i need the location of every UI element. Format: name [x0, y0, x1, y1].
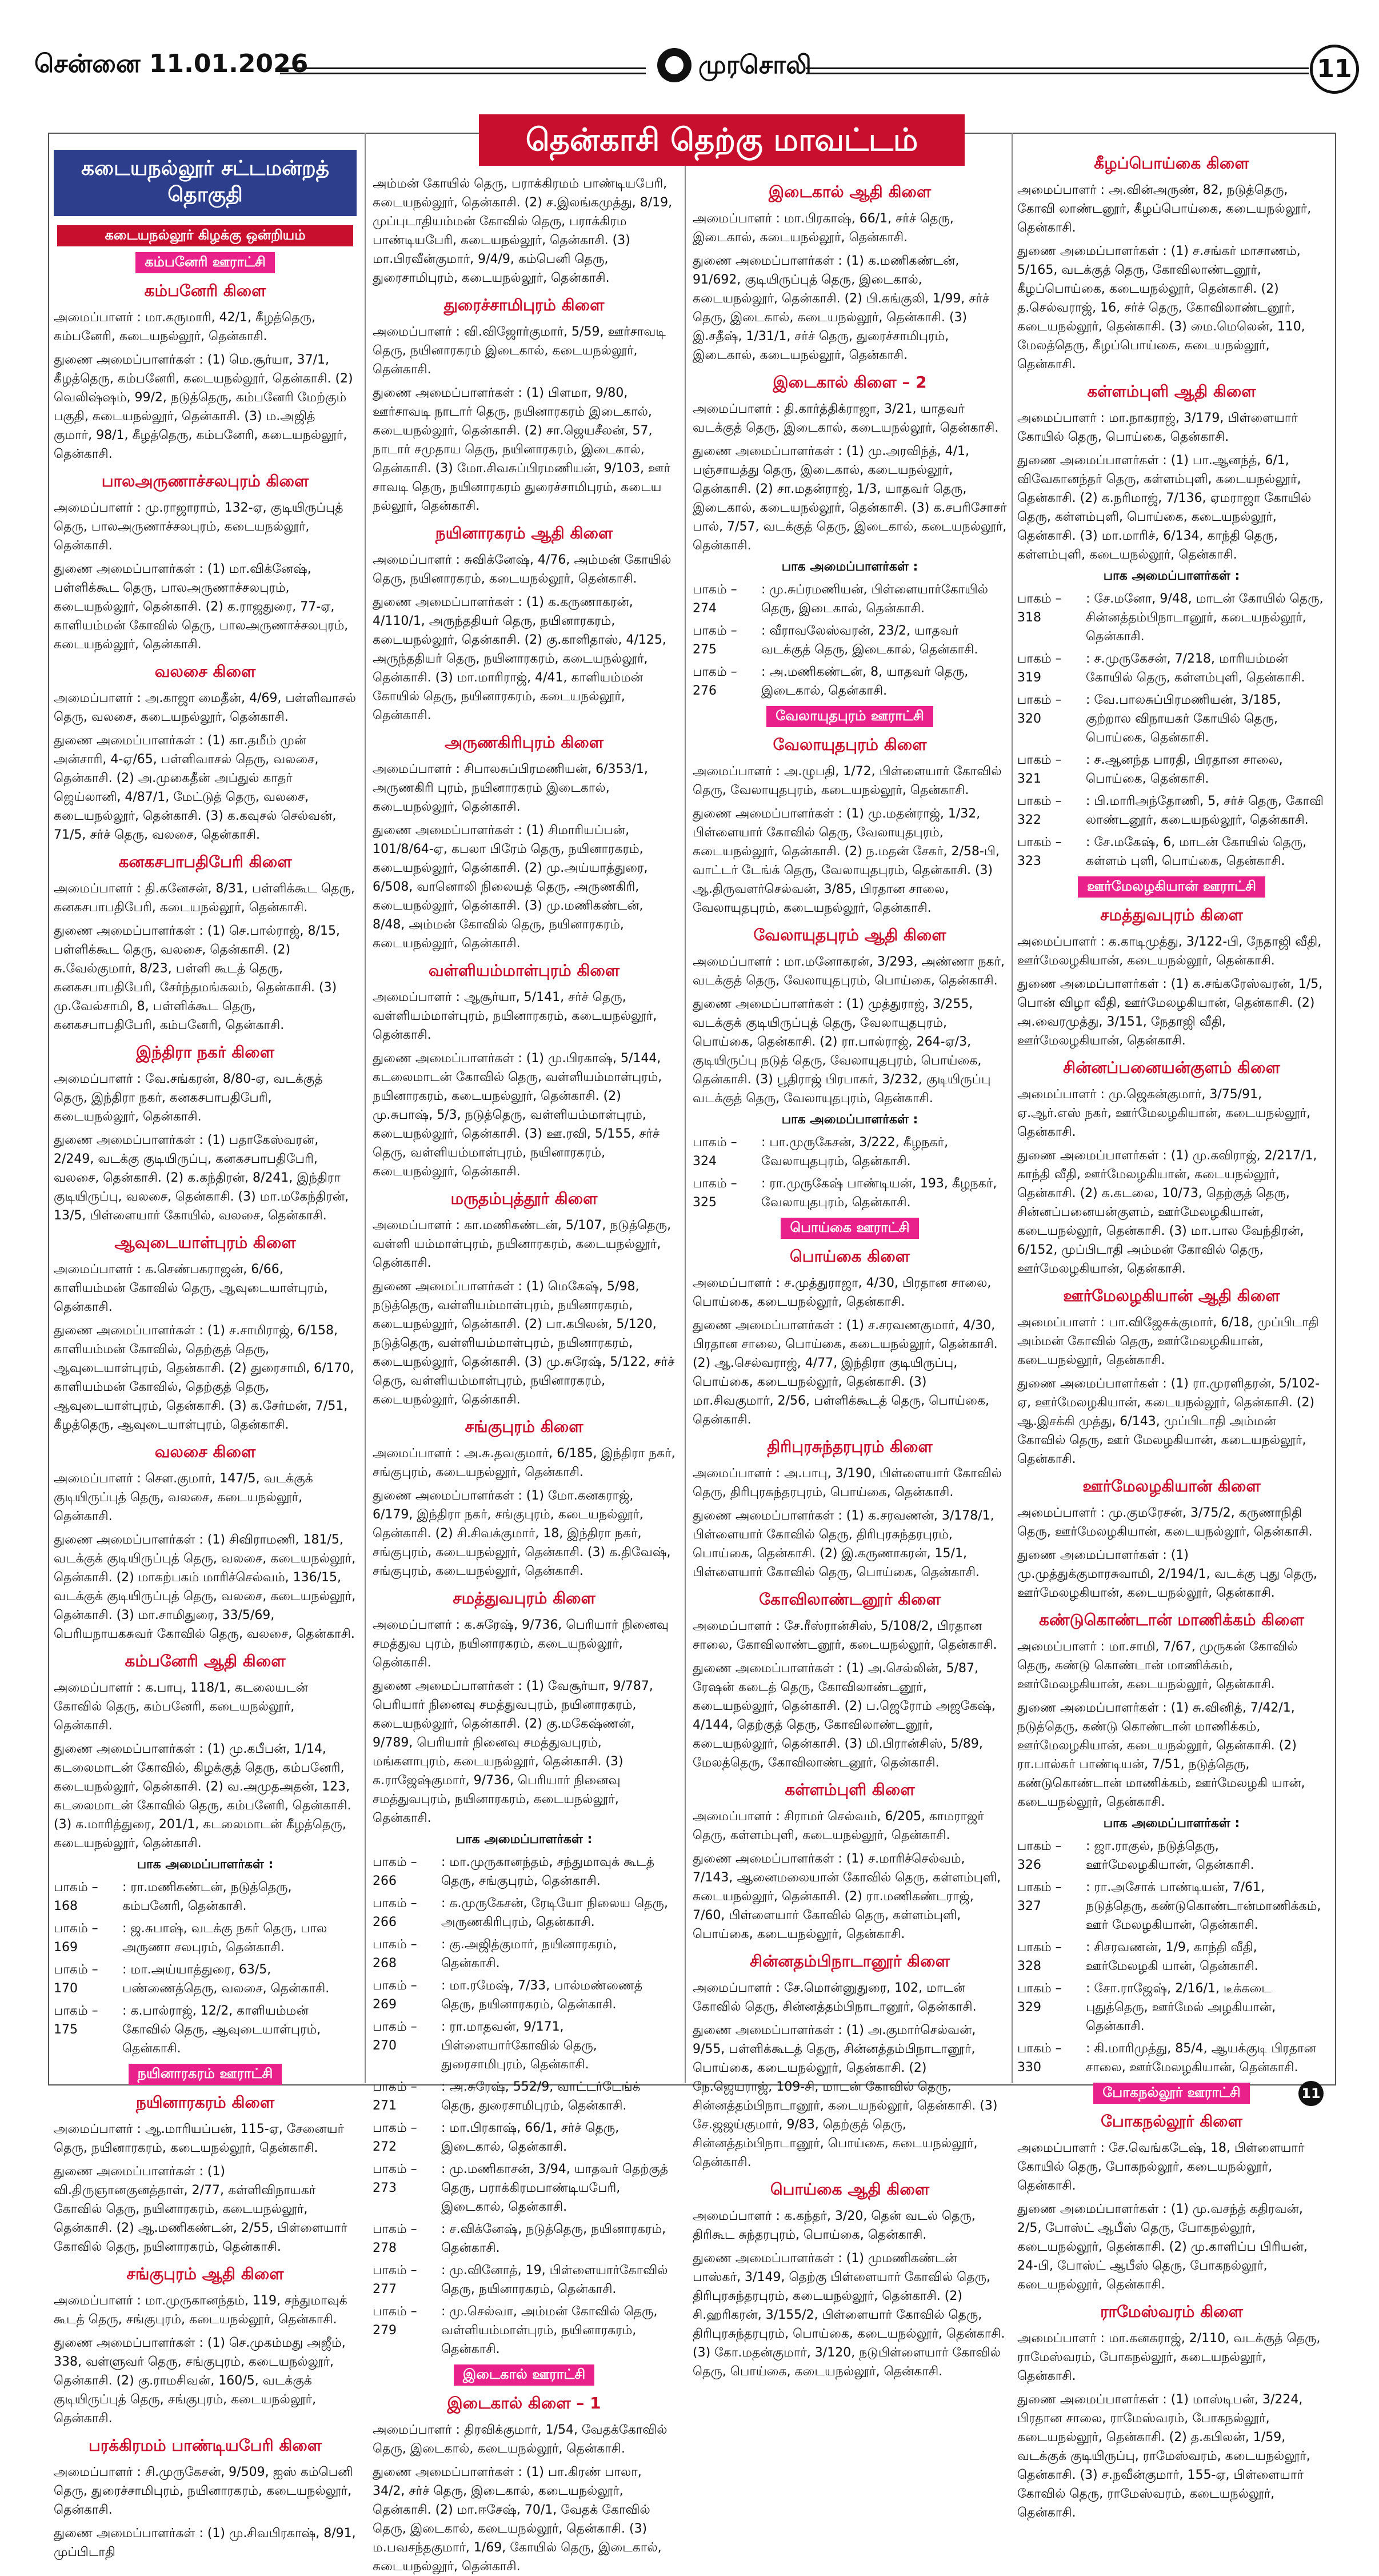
- branch-heading: பரக்கிரமம் பாண்டியபேரி கிளை: [88, 2436, 322, 2455]
- organiser-entry: அமைப்பாளர் : அ.பாபு, 3/190, பிள்ளையார் கோவில் தெரு, திரிபுரசுந்தரபுரம், பொய்கை, தென்காசி.: [693, 1466, 1002, 1500]
- deputy-organisers-entry: துணை அமைப்பாளர்கள் : (1) பதாகேஸ்வரன், 2/249, வடக்கு குடியிருப்பு, கனகசபாபதிபேரி, வலசை, தென்காசி. (2) க.கந்திரன், 8/241, இந்திரா குடியிருப்பு, வலசை, தென்காசி. (3) மா.மகேந்திரன், 13/5, பிள்ளையார் கோயில், வலசை, தென்காசி.: [54, 1133, 349, 1223]
- deputy-organisers-entry: துணை அமைப்பாளர்கள் : (1) வி.திருஞானகுனத்தாள், 2/77, கள்ளிவிநாயகர் கோவில் தெரு, நயினாரகரம், கடையநல்லூர், தென்காசி. (2) ஆ.மணிகண்டன், 2/55, பிள்ளையார் கோவில் தெரு, நயினாரகரம், தென்காசி.: [54, 2164, 347, 2254]
- booth-row: [693, 1174, 1007, 1212]
- newspaper-name: முரசொலி: [698, 50, 812, 79]
- deputy-organisers-entry: துணை அமைப்பாளர்கள் : (1) சு.வினித், 7/42/1, நடுத்தெரு, கண்டு கொண்டான் மாணிக்கம், ஊர்மேலழகியான், கடையநல்லூர், தென்காசி. (2) ரா.பால்கர் பாண்டியன், 7/51, நடுத்தெரு, கண்டுகொண்டான் மாணிக்கம், ஊர்மேலழகி யான், கடையநல்லூர், தென்காசி.: [1017, 1701, 1305, 1809]
- deputy-organisers-entry: துணை அமைப்பாளர்கள் : (1) க.மணிகண்டன், 91/692, குடியிருப்புத் தெரு, இடைகால், கடையநல்லூர், தென்காசி. (2) பி.கங்குலி, 1/99, சர்ச் தெரு, இடைகால், கடையநல்லூர், தென்காசி. (3) இ.சதீஷ், 1/31/1, சர்ச் தெரு, துரைச்சாமிபுரம், இடைகால், கடையநல்லூர், தென்காசி.: [693, 254, 990, 362]
- booth-row: [1017, 649, 1326, 687]
- booth-number: பாகம் – 319: [1017, 652, 1062, 685]
- booth-organiser: : மா.முருகானந்தம், சந்துமாவுக் கூடத் தெரு, சங்குபுரம், தென்காசி.: [441, 1855, 655, 1888]
- deputy-organisers-entry: துணை அமைப்பாளர்கள் : (1) மு.கபீபன், 1/14, கடலைமாடன் கோவில், கிழக்குத் தெரு, கம்பனேரி, கடையநல்லூர், தென்காசி. (2) வ.அமுதஅதன், 123, கடலைமாடன் கோவில் தெரு, கம்பனேரி, தென்காசி. (3) க.மாரித்துரை, 201/1, கடலைமாடன் கீழத்தெரு, கடையநல்லூர், தென்காசி.: [54, 1742, 351, 1851]
- branch-heading: மருதம்புத்தூர் கிளை: [450, 1189, 598, 1208]
- panchayat-heading: நயினாரகரம் ஊராட்சி: [129, 2064, 282, 2085]
- organiser-entry: அமைப்பாளர் : வி.விஜோர்குமார், 5/59, ஊர்சாவடி தெரு, நயினாரகரம் இடைகால், கடையநல்லூர், தென்காசி.: [373, 325, 666, 377]
- booth-organisers-heading: பாக அமைப்பாளர்கள் :: [781, 560, 918, 574]
- deputy-organisers-entry: துணை அமைப்பாளர்கள் : (1) செ.பால்ராஜ், 8/15, பள்ளிக்கூட தெரு, வலசை, தென்காசி. (2) சு.வேல்குமார், 8/23, பள்ளி கூடத் தெரு, கனகசபாபதிபேரி, சேர்ந்தமங்கலம், தென்காசி. (3) மு.வேல்சாமி, 8, பள்ளிக்கூட தெரு, கனகசபாபதிபேரி, கம்பனேரி, தென்காசி.: [54, 924, 340, 1032]
- booth-row: [1017, 833, 1326, 871]
- deputy-organisers-entry: துணை அமைப்பாளர்கள் : (1) மு.அரவிந்த், 4/1, பஞ்சாயத்து தெரு, இடைகால், கடையநல்லூர், தென்காசி. (2) சா.மதன்ராஜ், 1/3, யாதவர் தெரு, இடைகால், கடையநல்லூர், தென்காசி. (3) க.சபரிசோசர் பால், 7/57, வடக்குத் தெரு, இடைகால், கடையநல்லூர், தென்காசி.: [693, 444, 1007, 553]
- booth-row: [693, 580, 1007, 618]
- organiser-entry: அமைப்பாளர் : க.சுரேஷ், 9/736, பெரியார் நினைவு சமத்துவ புரம், நயினாரகரம், கடையநல்லூர், தென்காசி.: [373, 1618, 669, 1670]
- deputy-organisers-entry: துணை அமைப்பாளர்கள் : (1) மெகேஷ், 5/98, நடுத்தெரு, வள்ளியம்மாள்புரம், நயினாரகரம், கடையநல்லூர், தென்காசி. (2) பா.கபிலன், 5/120, நடுத்தெரு, வள்ளியம்மாள்புரம், நயினாரகரம், கடையநல்லூர், தென்காசி. (3) மு.சுரேஷ், 5/122, சர்ச் தெரு, வள்ளியம்மாள்புரம், நயினாரகரம், கடையநல்லூர், தென்காசி.: [373, 1279, 675, 1407]
- column-divider: [1012, 133, 1013, 2083]
- branch-heading: கம்பனேரி ஆதி கிளை: [125, 1652, 286, 1670]
- organiser-entry: அமைப்பாளர் : சுவிக்னேஷ், 4/76, அம்மன் கோயில் தெரு, நயினாரகரம், கடையநல்லூர், தென்காசி.: [373, 553, 671, 586]
- deputy-organisers-entry: துணை அமைப்பாளர்கள் : (1) மு.முத்துக்குமாரசுவாமி, 2/194/1, வடக்கு புது தெரு, ஊர்மேலழகியான், கடையநல்லூர், தென்காசி.: [1017, 1548, 1317, 1600]
- branch-heading: வலசை கிளை: [154, 1442, 256, 1461]
- branch-heading: கோவிலாண்டனூர் கிளை: [759, 1590, 941, 1609]
- booth-row: [1017, 1837, 1326, 1875]
- deputy-organisers-entry: துணை அமைப்பாளர்கள் : (1) ச.சாமிராஜ், 6/158, காளியம்மன் கோவில், தெற்குத் தெரு, ஆவுடையாள்புரம், தென்காசி. (2) துரைசாமி, 6/170, காளியம்மன் கோவில், தெற்குத் தெரு, ஆவுடையாள்புரம், தென்காசி. (3) க.சேர்மன், 7/51, கீழத்தெரு, ஆவுடையாள்புரம், தென்காசி.: [54, 1323, 354, 1432]
- booth-number: பாகம் – 323: [1017, 835, 1062, 868]
- deputy-organisers-entry: துணை அமைப்பாளர்கள் : (1) செ.முகம்மது அஜீம், 338, வள்ளுவர் தெரு, சங்குபுரம், கடையநல்லூர், தென்காசி. (2) கு.ராமசிவன், 160/5, வடக்குக் குடியிருப்புத் தெரு, சங்குபுரம், கடையநல்லூர், தென்காசி.: [54, 2336, 346, 2426]
- organiser-entry: அமைப்பாளர் : மா.சாமி, 7/67, முருகன் கோவில் தெரு, கண்டு கொண்டான் மாணிக்கம், ஊர்மேலழகியான், கடையநல்லூர், தென்காசி.: [1017, 1640, 1298, 1692]
- booth-organiser: : வே.பாலசுப்பிரமணியன், 3/185, குற்றால விநாயகர் கோயில் தெரு, பொய்கை, தென்காசி.: [1086, 693, 1281, 745]
- booth-organiser: : ச.விக்னேஷ், நடுத்தெரு, நயினாரகரம், தென்காசி.: [441, 2222, 666, 2255]
- booth-number: பாகம் – 268: [373, 1937, 417, 1971]
- organiser-entry: அமைப்பாளர் : அ.சு.தவகுமார், 6/185, இந்திரா நகர், சங்குபுரம், கடையநல்லூர், தென்காசி.: [373, 1446, 675, 1480]
- branch-heading: கீழப்பொய்கை கிளை: [1094, 154, 1249, 173]
- booth-number: பாகம் – 266: [373, 1896, 417, 1929]
- organiser-entry: அமைப்பாளர் : சே.ரீஸ்ரான்சிஸ், 5/108/2, பிரதான சாலை, கோவிலாண்டனூர், கடையநல்லூர், தென்காசி.: [693, 1619, 997, 1652]
- organiser-entry: அமைப்பாளர் : தி.கனேசன், 8/31, பள்ளிக்கூட தெரு, கனகசபாபதிபேரி, கடையநல்லூர், தென்காசி.: [54, 882, 355, 915]
- booth-organiser: : ஜா.ராகுல், நடுத்தெரு, ஊர்மேலழகியான், தென்காசி.: [1086, 1839, 1254, 1872]
- organiser-entry: அமைப்பாளர் : மு.ஜெகன்குமார், 3/75/91, ஏ.ஆர்.எஸ் நகர், ஊர்மேலழகியான், கடையநல்லூர், தென்காசி.: [1017, 1087, 1311, 1139]
- booth-number: பாகம் – 271: [373, 2080, 417, 2113]
- booth-organiser: : க.பால்ராஜ், 12/2, காளியம்மன் கோவில் தெரு, ஆவுடையாள்புரம், தென்காசி.: [122, 2004, 321, 2056]
- booth-organisers-heading: பாக அமைப்பாளர்கள் :: [1103, 569, 1240, 583]
- booth-number: பாகம் – 279: [373, 2304, 417, 2338]
- deputy-organisers-entry: துணை அமைப்பாளர்கள் : (1) முமணிகண்டன் பாஸ்கர், 3/149, தெற்கு பிள்ளையார் கோவில் தெரு, திரிபுரசுந்தரபுரம், கடையநல்லூர், தென்காசி. (2) சி.ஹரிகரன், 3/155/2, பிள்ளையார் கோவில் தெரு, திரிபுரசுந்தரபுரம், பொய்கை, கடையநல்லூர், தென்காசி. (3) கோ.மதன்குமார், 3/120, நடுபிள்ளையார் கோவில் தெரு, பொய்கை, கடையநல்லூர், தென்காசி.: [693, 2251, 1005, 2379]
- branch-heading: இடைகால் கிளை – 2: [773, 373, 927, 392]
- branch-heading: ஊர்மேலழகியான் கிளை: [1082, 1477, 1261, 1496]
- organiser-entry: அமைப்பாளர் : மா.நாகராஜ், 3/179, பிள்ளையார் கோயில் தெரு, பொய்கை, தென்காசி.: [1017, 411, 1298, 444]
- booth-row: [693, 621, 1007, 659]
- booth-number: பாகம் – 325: [693, 1177, 737, 1210]
- booth-number: பாகம் – 272: [373, 2121, 417, 2154]
- branch-heading: போகநல்லூர் கிளை: [1101, 2112, 1242, 2131]
- booth-organiser: : மு.மணிகாசன், 3/94, யாதவர் தெற்குத் தெரு, பராக்கிரமபாண்டியபேரி, இடைகால், தென்காசி.: [441, 2162, 669, 2214]
- branch-heading: கம்பனேரி கிளை: [144, 281, 266, 300]
- deputy-organisers-entry: துணை அமைப்பாளர்கள் : (1) அ.செல்லின், 5/87, ரேஷன் கடைத் தெரு, கோவிலாண்டனூர், கடையநல்லூர், தென்காசி. (2) ப.ஜெரோம் அஜகேஷ், 4/144, தெற்குத் தெரு, கோவிலாண்டனூர், கடையநல்லூர், தென்காசி. (3) மி.பிரான்சிஸ், 5/89, மேலத்தெரு, கோவிலாண்டனூர், தென்காசி.: [693, 1661, 996, 1770]
- organiser-entry: அமைப்பாளர் : மா.கருமாரி, 42/1, கீழத்தெரு, கம்பனேரி, கடையநல்லூர், தென்காசி.: [54, 310, 315, 344]
- deputy-organisers-entry: துணை அமைப்பாளர்கள் : (1) பா.ஆனந்த், 6/1, விவேகானந்தர் தெரு, கள்ளம்புளி, கடையநல்லூர், தென்காசி. (2) க.நரிமாஜ், 7/136, ஏமராஜா கோயில் தெரு, கள்ளம்புளி, பொய்கை, கடையநல்லூர், தென்காசி. (3) மா.மாரிச், 6/134, காந்தி தெரு, கள்ளம்புளி, கடையநல்லூர், தென்காசி.: [1017, 453, 1312, 562]
- deputy-organisers-entry: துணை அமைப்பாளர்கள் : (1) மு.கவிராஜ், 2/217/1, காந்தி வீதி, ஊர்மேலழகியான், கடையநல்லூர், தென்காசி. (2) க.கடலை, 10/73, தெற்குத் தெரு, சின்னப்பனையன்குளம், ஊர்மேலழகியான், கடையநல்லூர், தென்காசி. (3) மா.பால வேந்திரன், 6/152, முப்பிடாதி அம்மன் கோவில் தெரு, ஊர்மேலழகியான், தென்காசி.: [1017, 1149, 1317, 1276]
- panchayat-heading: பொய்கை ஊராட்சி: [781, 1218, 918, 1239]
- branch-heading: இடைகால் கிளை – 1: [447, 2394, 601, 2412]
- branch-heading: வேலாயுதபுரம் ஆதி கிளை: [753, 926, 946, 944]
- deputy-organisers-entry: துணை அமைப்பாளர்கள் : (1) மு.மதன்ராஜ், 1/32, பிள்ளையார் கோவில் தெரு, வேலாயுதபுரம், கடையநல்லூர், தென்காசி. (2) ந.மதன் சேகர், 2/58-பி, வாட்டர் டேங்க் தெரு, வேலாயுதபுரம், தென்காசி. (3) ஆ.திருவளர்செல்வன், 3/85, பிரதான சாலை, வேலாயுதபுரம், கடையநல்லூர், தென்காசி.: [693, 807, 1000, 915]
- panchayat-heading: கம்பனேரி ஊராட்சி: [135, 252, 275, 273]
- booth-number: பாகம் – 270: [373, 2020, 417, 2053]
- organiser-entry: அமைப்பாளர் : சிராமர் செல்வம், 6/205, காமராஜர் தெரு, கள்ளம்புளி, கடையநல்லூர், தென்காசி.: [693, 1809, 984, 1843]
- column-2: [373, 174, 675, 2574]
- booth-number: பாகம் – 274: [693, 583, 737, 616]
- booth-row: [1017, 2039, 1326, 2077]
- booth-number: பாகம் – 169: [54, 1921, 98, 1955]
- booth-number: பாகம் – 329: [1017, 1981, 1062, 2015]
- deputy-organisers-entry: துணை அமைப்பாளர்கள் : (1) மா.விக்னேஷ், பள்ளிக்கூட தெரு, பாலஅருணாச்சலபுரம், கடையநல்லூர், தென்காசி. (2) க.ராஜதுரை, 77-ஏ, காளியம்மன் கோவில் தெரு, பாலஅருணாச்சலபுரம், கடையநல்லூர், தென்காசி.: [54, 562, 349, 652]
- branch-heading: இடைகால் ஆதி கிளை: [768, 182, 932, 201]
- deputy-organisers-entry: துணை அமைப்பாளர்கள் : (1) மு.வசந்த் கதிரவன், 2/5, போஸ்ட் ஆபீஸ் தெரு, போகநல்லூர், கடையநல்லூர், தென்காசி. (2) மு.காளிப்ப பிரியன், 24-பி, போஸ்ட் ஆபீஸ் தெரு, போகநல்லூர், கடையநல்லூர், தென்காசி.: [1017, 2202, 1308, 2292]
- branch-heading: இந்திரா நகர் கிளை: [136, 1043, 274, 1062]
- booth-organiser: : ஜ.சுபாஷ், வடக்கு நகர் தெரு, பால அருணா சலபுரம், தென்காசி.: [122, 1921, 327, 1955]
- branch-heading: பொய்கை கிளை: [789, 1247, 910, 1266]
- panchayat-heading: ஊர்மேலழகியான் ஊராட்சி: [1078, 876, 1265, 898]
- organiser-entry: அமைப்பாளர் : க.செண்பகராஜன், 6/66, காளியம்மன் கோவில் தெரு, ஆவுடையாள்புரம், தென்காசி.: [54, 1262, 328, 1314]
- branch-heading: துரைச்சாமிபுரம் கிளை: [443, 296, 605, 314]
- masthead-rule: [806, 67, 1309, 74]
- booth-number: பாகம் – 170: [54, 1963, 98, 1996]
- booth-number: பாகம் – 278: [373, 2222, 417, 2255]
- union-heading: கடையநல்லூர் கிழக்கு ஒன்றியம்: [57, 225, 353, 246]
- organiser-entry: அமைப்பாளர் : திரவிக்குமார், 1/54, வேதக்கோவில் தெரு, இடைகால், கடையநல்லூர், தென்காசி.: [373, 2423, 667, 2456]
- booth-organiser: : ரா.மணிகண்டன், நடுத்தெரு, கம்பனேரி, தென்காசி.: [122, 1880, 292, 1913]
- booth-organiser: : மு.செல்வா, அம்மன் கோவில் தெரு, வள்ளியம்மாள்புரம், நயினாரகரம், தென்காசி.: [441, 2304, 658, 2356]
- deputy-organisers-entry: துணை அமைப்பாளர்கள் : (1) பிளமா, 9/80, ஊர்சாவடி நாடார் தெரு, நயினாரகரம் இடைகால், கடையநல்லூர், தென்காசி. (2) சா.ஜெயசீலன், 57, நாடார் சமுதாய தெரு, நயினாரகரம், இடைகால், தென்காசி. (3) மோ.சிவசுப்பிரமணியன், 9/103, ஊர் சாவடி தெரு, நயினாரகரம் துரைச்சாமிபுரம், கடைய நல்லூர், தென்காசி.: [373, 386, 671, 513]
- deputy-organisers-entry: துணை அமைப்பாளர்கள் : (1) முத்துராஜ், 3/255, வடக்குக் குடியிருப்புத் தெரு, வேலாயுதபுரம், பொய்கை, தென்காசி. (2) ரா.பால்ராஜ், 264-ஏ/3, குடியிருப்பு நடுத் தெரு, வேலாயுதபுரம், பொய்கை, தென்காசி. (3) பூதிராஜ் பிரபாகர், 3/232, குடியிருப்பு வடக்குத் தெரு, வேலாயுதபுரம், தென்காசி.: [693, 997, 991, 1106]
- deputy-organisers-entry: துணை அமைப்பாளர்கள் : (1) மு.சிவபிரகாஷ், 8/91, முப்பிடாதி: [54, 2526, 356, 2559]
- booth-row: [54, 1960, 357, 1998]
- booth-number: பாகம் – 321: [1017, 753, 1062, 786]
- booth-number: பாகம் – 328: [1017, 1940, 1062, 1973]
- panchayat-heading: போகநல்லூர் ஊராட்சி: [1093, 2083, 1249, 2104]
- panchayat-heading: வேலாயுதபுரம் ஊராட்சி: [766, 706, 933, 727]
- organiser-entry: அமைப்பாளர் : மு.ராஜாராம், 132-ஏ, குடியிருப்புத் தெரு, பாலஅருணாச்சலபுரம், கடையநல்லூர், தென்காசி.: [54, 501, 343, 553]
- booth-row: [373, 1976, 675, 2014]
- organiser-entry: அமைப்பாளர் : சி.முருகேசன், 9/509, ஐஸ் கம்பெனி தெரு, துரைச்சாமிபுரம், நயினாரகரம், கடையநல்லூர், தென்காசி.: [54, 2465, 353, 2517]
- booth-organisers-heading: பாக அமைப்பாளர்கள் :: [1103, 1816, 1240, 1831]
- column-3: [693, 174, 1007, 2379]
- booth-row: [54, 1878, 357, 1916]
- footer-page-number: 11: [1298, 2081, 1324, 2106]
- booth-number: பாகம் – 326: [1017, 1839, 1062, 1872]
- branch-heading: வலசை கிளை: [154, 662, 256, 681]
- branch-heading: சின்னதம்பிநாடானூர் கிளை: [750, 1952, 950, 1971]
- organiser-entry: அமைப்பாளர் : அ.ழுபதி, 1/72, பிள்ளையார் கோவில் தெரு, வேலாயுதபுரம், கடையநல்லூர், தென்காசி.: [693, 764, 1002, 797]
- booth-organiser: : மு.வினோத், 19, பிள்ளையார்கோவில் தெரு, நயினாரகரம், தென்காசி.: [441, 2263, 668, 2296]
- branch-heading: பாலஅருணாச்சலபுரம் கிளை: [101, 472, 309, 491]
- deputy-organisers-entry: துணை அமைப்பாளர்கள் : (1) வேசூர்யா, 9/787, பெரியார் நினைவு சமத்துவபுரம், நயினாரகரம், கடையநல்லூர், தென்காசி. (2) கு.மகேஷ்ணன், 9/789, பெரியார் நினைவு சமத்துவபுரம், மங்களாபுரம், கடையநல்லூர், தென்காசி. (3) க.ராஜேஷ்குமார், 9/736, பெரியார் நினைவு சமத்துவபுரம், நயினாரகரம், கடையநல்லூர், தென்காசி.: [373, 1679, 653, 1825]
- booth-organiser: : பி.மாரிஅந்தோணி, 5, சர்ச் தெரு, கோவி லாண்டனூர், கடையநல்லூர், தென்காசி.: [1086, 794, 1324, 827]
- booth-organiser: : மா.பிரகாஷ், 66/1, சர்ச் தெரு, இடைகால், தென்காசி.: [441, 2121, 619, 2154]
- organiser-entry: அமைப்பாளர் : ஆசூர்யா, 5/141, சர்ச் தெரு, வள்ளியம்மாள்புரம், நயினாரகரம், கடையநல்லூர், தென்காசி.: [373, 990, 657, 1042]
- booth-row: [373, 2119, 675, 2156]
- booth-number: பாகம் – 266: [373, 1855, 417, 1888]
- branch-heading: ராமேஸ்வரம் கிளை: [1100, 2302, 1243, 2321]
- organiser-entry: அமைப்பாளர் : மு.குமரேசன், 3/75/2, கருணாநிதி தெரு, ஊர்மேலழகியான், கடையநல்லூர், தென்காசி.: [1017, 1506, 1313, 1539]
- organiser-entry: அமைப்பாளர் : ச.முத்துராஜா, 4/30, பிரதான சாலை, பொய்கை, கடையநல்லூர், தென்காசி.: [693, 1276, 992, 1309]
- deputy-organisers-entry: அம்மன் கோயில் தெரு, பராக்கிரமம் பாண்டியபேரி, கடையநல்லூர், தென்காசி. (2) ச.இலங்கமுத்து, 8/19, முப்புடாதியம்மன் கோவில் தெரு, பராக்கிரம பாண்டியபேரி, கடையநல்லூர், தென்காசி. (3) மா.பிரவீன்குமார், 9/4/9, கம்பெனி தெரு, துரைசாமிபுரம், கடையநல்லூர், தென்காசி.: [373, 177, 673, 285]
- booth-row: [373, 1935, 675, 1973]
- branch-heading: கண்டுகொண்டான் மாணிக்கம் கிளை: [1039, 1610, 1304, 1629]
- newspaper-logo: [657, 45, 812, 93]
- organiser-entry: அமைப்பாளர் : மா.மனோகரன், 3/293, அண்ணா நகர், வடக்குத் தெரு, வேலாயுதபுரம், பொய்கை, தென்காசி.: [693, 955, 1005, 988]
- booth-row: [373, 1853, 675, 1891]
- booth-organiser: : சே.மகேஷ், 6, மாடன் கோயில் தெரு, கள்ளம் புளி, பொய்கை, தென்காசி.: [1086, 835, 1307, 868]
- issue-date: சென்னை 11.01.2026: [34, 49, 309, 78]
- organiser-entry: அமைப்பாளர் : க.பாபு, 118/1, கடலையடன் கோவில் தெரு, கம்பனேரி, கடையநல்லூர், தென்காசி.: [54, 1681, 308, 1733]
- branch-heading: அருணகிரிபுரம் கிளை: [444, 733, 604, 752]
- booth-row: [1017, 1878, 1326, 1935]
- page-number-badge: 11: [1310, 45, 1359, 94]
- deputy-organisers-entry: துணை அமைப்பாளர்கள் : (1) ச.சங்கர் மாசாணம், 5/165, வடக்குத் தெரு, கோவிலாண்டனூர், கீழப்பொய்கை, கடையநல்லூர், தென்காசி. (2) த.செல்வராஜ், 16, சர்ச் தெரு, கோவிலாண்டனூர், கடையநல்லூர், தென்காசி. (3) மை.மெலென், 110, மேலத்தெரு, கீழப்பொய்கை, கடையநல்லூர், தென்காசி.: [1017, 244, 1305, 372]
- booth-number: பாகம் – 322: [1017, 794, 1062, 827]
- booth-organiser: : கி.மாரிமுத்து, 85/4, ஆயக்குடி பிரதான சாலை, ஊர்மேலழகியான், தென்காசி.: [1086, 2041, 1316, 2075]
- booth-organiser: : ச.முருகேசன், 7/218, மாரியம்மன் கோயில் தெரு, கள்ளம்புளி, தென்காசி.: [1086, 652, 1305, 685]
- deputy-organisers-entry: துணை அமைப்பாளர்கள் : (1) ச.சரவணகுமார், 4/30, பிரதான சாலை, பொய்கை, கடையநல்லூர், தென்காசி. (2) ஆ.செல்வராஜ், 4/77, இந்திரா குடியிருப்பு, பொய்கை, கடையநல்லூர், தென்காசி. (3) மா.சிவகுமார், 2/56, பள்ளிக்கூடத் தெரு, பொய்கை, தென்காசி.: [693, 1318, 998, 1427]
- logo-icon: [657, 48, 692, 82]
- booth-row: [1017, 1979, 1326, 2036]
- column-divider: [685, 133, 686, 2083]
- deputy-organisers-entry: துணை அமைப்பாளர்கள் : (1) மோ.கனகராஜ், 6/179, இந்திரா நகர், சங்குபுரம், கடையநல்லூர், தென்காசி. (2) சி.சிவக்குமார், 18, இந்திரா நகர், சங்குபுரம், கடையநல்லூர், தென்காசி. (3) க.திவேஷ், சங்குபுரம், கடையநல்லூர், தென்காசி.: [373, 1489, 671, 1578]
- booth-row: [373, 2261, 675, 2299]
- booth-row: [373, 1894, 675, 1932]
- booth-number: பாகம் – 168: [54, 1880, 98, 1913]
- organiser-entry: அமைப்பாளர் : க.காடிமுத்து, 3/122-பி, நேதாஜி வீதி, ஊர்மேலழகியான், கடையநல்லூர், தென்காசி.: [1017, 935, 1322, 968]
- branch-heading: சங்குபுரம் ஆதி கிளை: [126, 2264, 284, 2283]
- organiser-entry: அமைப்பாளர் : கா.மணிகண்டன், 5/107, நடுத்தெரு, வள்ளி யம்மாள்புரம், நயினாரகரம், கடையநல்லூர், தென்காசி.: [373, 1218, 671, 1270]
- organiser-entry: அமைப்பாளர் : தி.கார்த்திக்ராஜா, 3/21, யாதவர் வடக்குத் தெரு, இடைகால், கடையநல்லூர், தென்காசி.: [693, 402, 999, 435]
- column-divider: [365, 133, 366, 2083]
- deputy-organisers-entry: துணை அமைப்பாளர்கள் : (1) மாஸ்டிபன், 3/224, பிரதான சாலை, ராமேஸ்வரம், போகநல்லூர், கடையநல்லூர், தென்காசி. (2) த.கபிலன், 1/59, வடக்குக் குடியிருப்பு, ராமேஸ்வரம், கடையநல்லூர், தென்காசி. (3) ச.நவீன்குமார், 155-ஏ, பிள்ளையார் கோவில் தெரு, ராமேஸ்வரம், கடையநல்லூர், தென்காசி.: [1017, 2392, 1310, 2520]
- booth-row: [373, 2302, 675, 2359]
- booth-organiser: : அ.மணிகண்டன், 8, யாதவர் தெரு, இடைகால், தென்காசி.: [761, 665, 969, 698]
- branch-heading: ஆவுடையாள்புரம் கிளை: [114, 1233, 296, 1252]
- booth-number: பாகம் – 318: [1017, 592, 1062, 625]
- booth-organiser: : பா.முருகேசன், 3/222, கீழநகர், வேலாயுதபுரம், தென்காசி.: [761, 1135, 949, 1169]
- branch-heading: ஊர்மேலழகியான் ஆதி கிளை: [1063, 1286, 1280, 1305]
- booth-row: [1017, 751, 1326, 788]
- constituency-title: கடையநல்லூர் சட்டமன்றத் தொகுதி: [54, 150, 357, 216]
- booth-organiser: : ரா.முருகேஷ் பாண்டியன், 193, கீழநகர், வேலாயுதபுரம், தென்காசி.: [761, 1177, 997, 1210]
- deputy-organisers-entry: துணை அமைப்பாளர்கள் : (1) அ.குமார்செல்வன், 9/55, பள்ளிக்கூடத் தெரு, சின்னத்தம்பிநாடானூர், பொய்கை, கடையநல்லூர், தென்காசி. (2) நே.ஜெயராஜ், 109-சி, மாடன் கோவில் தெரு, சின்னத்தம்பிநாடானூர், கடையநல்லூர், தென்காசி. (3) சே.ஜஜய்குமார், 9/83, தெற்குத் தெரு, சின்னத்தம்பிநாடானூர், பொய்கை, கடையநல்லூர், தென்காசி.: [693, 2023, 998, 2170]
- booth-row: [373, 2017, 675, 2074]
- booth-row: [1017, 691, 1326, 747]
- organiser-entry: அமைப்பாளர் : சௌ.குமார், 147/5, வடக்குக் குடியிருப்புத் தெரு, வலசை, கடையநல்லூர், தென்காசி.: [54, 1472, 313, 1524]
- booth-number: பாகம் – 330: [1017, 2041, 1062, 2075]
- booth-row: [1017, 589, 1326, 646]
- booth-organiser: : ரா.மாதவன், 9/171, பிள்ளையார்கோவில் தெரு, துரைசாமிபுரம், தென்காசி.: [441, 2020, 597, 2072]
- district-banner: தென்காசி தெற்கு மாவட்டம்: [479, 114, 965, 166]
- booth-number: பாகம் – 275: [693, 624, 737, 657]
- booth-number: பாகம் – 277: [373, 2263, 417, 2296]
- masthead-rule: [280, 67, 646, 74]
- booth-row: [693, 663, 1007, 700]
- booth-number: பாகம் – 320: [1017, 693, 1062, 726]
- organiser-entry: அமைப்பாளர் : மா.முருகானந்தம், 119, சந்துமாவுக் கூடத் தெரு, சங்குபுரம், கடையநல்லூர், தென்காசி.: [54, 2294, 347, 2327]
- masthead: [34, 45, 1352, 93]
- organiser-entry: அமைப்பாளர் : அ.வின்அருண், 82, நடுத்தெரு, கோவி லாண்டனூர், கீழப்பொய்கை, கடையநல்லூர், தென்காசி.: [1017, 183, 1312, 235]
- organiser-entry: அமைப்பாளர் : மா.பிரகாஷ், 66/1, சர்ச் தெரு, இடைகால், கடையநல்லூர், தென்காசி.: [693, 212, 954, 245]
- branch-heading: நயினாரகரம் ஆதி கிளை: [435, 524, 613, 543]
- booth-organisers-heading: பாக அமைப்பாளர்கள் :: [781, 1112, 918, 1127]
- booth-row: [54, 2001, 357, 2058]
- branch-heading: கள்ளம்புளி ஆதி கிளை: [1087, 382, 1256, 401]
- deputy-organisers-entry: துணை அமைப்பாளர்கள் : (1) ரா.முரளிதரன், 5/102-ஏ, ஊர்மேலழகியான், கடையநல்லூர், தென்காசி. (2) ஆ.இசக்கி முத்து, 6/143, முப்பிடாதி அம்மன் கோவில் தெரு, ஊர் மேலழகியான், கடையநல்லூர், தென்காசி.: [1017, 1377, 1320, 1466]
- branch-heading: திரிபுரசுந்தரபுரம் கிளை: [767, 1437, 933, 1456]
- deputy-organisers-entry: துணை அமைப்பாளர்கள் : (1) மு.பிரகாஷ், 5/144, கடலைமாடன் கோவில் தெரு, வள்ளியம்மாள்புரம், நயினாரகரம், கடையநல்லூர், தென்காசி. (2) மு.சுபாஷ், 5/3, நடுத்தெரு, வள்ளியம்மாள்புரம், கடையநல்லூர், தென்காசி. (3) ஊ.ரவி, 5/155, சர்ச் தெரு, வள்ளியம்மாள்புரம், நயினாரகரம், கடையநல்லூர், தென்காசி.: [373, 1051, 662, 1179]
- organiser-entry: அமைப்பாளர் : வே.சங்கரன், 8/80-ஏ, வடக்குத் தெரு, இந்திரா நகர், கனகசபாபதிபேரி, கடையநல்லூர், தென்காசி.: [54, 1072, 323, 1124]
- booth-organiser: : க.முருகேசன், ரேடியோ நிலைய தெரு, அருணகிரிபுரம், தென்காசி.: [441, 1896, 668, 1929]
- branch-heading: சங்குபுரம் கிளை: [465, 1417, 583, 1436]
- booth-row: [373, 2220, 675, 2258]
- organiser-entry: அமைப்பாளர் : சே.மொன்னுதுரை, 102, மாடன் கோவில் தெரு, சின்னத்தம்பிநாடானூர், தென்காசி.: [693, 1981, 977, 2014]
- deputy-organisers-entry: துணை அமைப்பாளர்கள் : (1) க.சங்கரேஸ்வரன், 1/5, பொன் விழா வீதி, ஊர்மேலழகியான், தென்காசி. (2) அ.வைரமுத்து, 3/151, நேதாஜி வீதி, ஊர்மேலழகியான், தென்காசி.: [1017, 977, 1323, 1048]
- deputy-organisers-entry: துணை அமைப்பாளர்கள் : (1) க.சரவணன், 3/178/1, பிள்ளையார் கோவில் தெரு, திரிபுரசுந்தரபுரம், பொய்கை, தென்காசி. (2) இ.கருணாகரன், 15/1, பிள்ளையார் கோவில் தெரு, பொய்கை, தென்காசி.: [693, 1509, 994, 1580]
- column-1: [54, 150, 357, 2559]
- branch-heading: சின்னப்பனையன்குளம் கிளை: [1063, 1058, 1280, 1077]
- booth-number: பாகம் – 175: [54, 2004, 98, 2037]
- organiser-entry: அமைப்பாளர் : அ.காஜா மைதீன், 4/69, பள்ளிவாசல் தெரு, வலசை, கடையநல்லூர், தென்காசி.: [54, 691, 356, 724]
- organiser-entry: அமைப்பாளர் : க.கந்தர், 3/20, தென் வடல் தெரு, திரிகூட சுந்தரபுரம், பொய்கை, தென்காசி.: [693, 2209, 976, 2242]
- booth-organiser: : மா.ரமேஷ், 7/33, பால்மண்ணைத் தெரு, நயினாரகரம், தென்காசி.: [441, 1979, 643, 2012]
- deputy-organisers-entry: துணை அமைப்பாளர்கள் : (1) பா.கிரண் பாலா, 34/2, சர்ச் தெரு, இடைகால், கடையநல்லூர், தென்காசி. (2) மா.ஈசேஷ், 70/1, வேதக் கோவில் தெரு, இடைகால், கடையநல்லூர், தென்காசி. (3) ம.பவசந்தகுமார், 1/69, கோயில் தெரு, இடைகால், கடையநல்லூர், தென்காசி.: [373, 2465, 662, 2574]
- branch-heading: பொய்கை ஆதி கிளை: [770, 2180, 930, 2199]
- booth-row: [373, 2077, 675, 2115]
- booth-organiser: : சே.மனோ, 9/48, மாடன் கோயில் தெரு, சின்னத்தம்பிநாடானூர், கடையநல்லூர், தென்காசி.: [1086, 592, 1324, 644]
- booth-organiser: : ச.ஆனந்த பாரதி, பிரதான சாலை, பொய்கை, தென்காசி.: [1086, 753, 1283, 786]
- organiser-entry: அமைப்பாளர் : மா.கனகராஜ், 2/110, வடக்குத் தெரு, ராமேஸ்வரம், போகநல்லூர், கடையநல்லூர், தென்காசி.: [1017, 2331, 1321, 2383]
- organiser-entry: அமைப்பாளர் : ஆ.மாரியப்பன், 115-ஏ, சேனையர் தெரு, நயினாரகரம், கடையநல்லூர், தென்காசி.: [54, 2122, 345, 2155]
- branch-heading: வேலாயுதபுரம் கிளை: [773, 735, 927, 754]
- booth-organiser: : வீராவலேஸ்வரன், 23/2, யாதவர் வடக்குத் தெரு, இடைகால், தென்காசி.: [761, 624, 978, 657]
- booth-organiser: : அ.சுரேஷ், 552/9, வாட்டர்டேங்க் தெரு, துரைசாமிபுரம், தென்காசி.: [441, 2080, 641, 2113]
- organiser-entry: அமைப்பாளர் : சே.வெங்கடேஷ், 18, பிள்ளையார் கோயில் தெரு, போகநல்லூர், கடையநல்லூர், தென்காசி.: [1017, 2141, 1305, 2193]
- booth-row: [54, 1919, 357, 1957]
- booth-organiser: : மு.சுப்ரமணியன், பிள்ளையார்கோயில் தெரு, இடைகால், தென்காசி.: [761, 583, 988, 616]
- booth-organiser: : கு.அஜித்குமார், நயினாரகரம், தென்காசி.: [441, 1937, 617, 1971]
- booth-organisers-heading: பாக அமைப்பாளர்கள் :: [137, 1857, 274, 1872]
- booth-number: பாகம் – 327: [1017, 1880, 1062, 1913]
- branch-heading: நயினாரகரம் கிளை: [135, 2093, 275, 2112]
- branch-heading: கனகசபாபதிபேரி கிளை: [118, 852, 292, 871]
- deputy-organisers-entry: துணை அமைப்பாளர்கள் : (1) கா.தமீம் முன் அன்சாரி, 4-ஏ/65, பள்ளிவாசல் தெரு, வலசை, தென்காசி. (2) அ.முகைதீன் அப்துல் காதர் ஜெய்லானி, 4/87/1, மேட்டுத் தெரு, வலசை, கடையநல்லூர், தென்காசி. (3) க.கவுசல் செல்வன், 71/5, சர்ச் தெரு, வலசை, தென்காசி.: [54, 733, 337, 842]
- booth-number: பாகம் – 324: [693, 1135, 737, 1169]
- booth-organiser: : மா.அய்யாத்துரை, 63/5, பண்ணைத்தெரு, வலசை, தென்காசி.: [122, 1963, 330, 1996]
- booth-number: பாகம் – 273: [373, 2162, 417, 2195]
- deputy-organisers-entry: துணை அமைப்பாளர்கள் : (1) மெ.சூர்யா, 37/1, கீழத்தெரு, கம்பனேரி, கடையநல்லூர், தென்காசி. (2) வெலிஷ்ஷம், 99/2, நடுத்தெரு, கம்பனேரி மேற்கும் பகுதி, கடையநல்லூர், தென்காசி. (3) ம.அஜித் குமார், 98/1, கீழத்தெரு, கம்பனேரி, கடையநல்லூர், தென்காசி.: [54, 353, 353, 461]
- booth-organiser: : ரா.அசோக் பாண்டியன், 7/61, நடுத்தெரு, கண்டுகொண்டான்மாணிக்கம், ஊர் மேலழகியான், தென்காசி.: [1086, 1880, 1321, 1932]
- branch-heading: கள்ளம்புளி கிளை: [785, 1780, 915, 1799]
- deputy-organisers-entry: துணை அமைப்பாளர்கள் : (1) சிவிராமணி, 181/5, வடக்குக் குடியிருப்புத் தெரு, வலசை, கடையநல்லூர், தென்காசி. (2) மாகற்பகம் மாரிச்செல்வம், 136/15, வடக்குக் குடியிருப்புத் தெரு, வலசை, கடையநல்லூர், தென்காசி. (3) மா.சாமிதுரை, 33/5/69, பெரியநாயகசுவர் கோவில் தெரு, வலசை, தென்காசி.: [54, 1533, 356, 1641]
- booth-row: [693, 1133, 1007, 1171]
- column-4: [1017, 146, 1326, 2520]
- booth-organisers-heading: பாக அமைப்பாளர்கள் :: [455, 1832, 593, 1847]
- booth-number: பாகம் – 276: [693, 665, 737, 698]
- booth-row: [1017, 792, 1326, 830]
- booth-organiser: : சிசரவணன், 1/9, காந்தி வீதி, ஊர்மேலழகி யான், தென்காசி.: [1086, 1940, 1258, 1973]
- booth-number: பாகம் – 269: [373, 1979, 417, 2012]
- booth-organiser: : சோ.ராஜேஷ், 2/16/1, டீக்கடை புதுத்தெரு, ஊர்மேல் அழகியான், தென்காசி.: [1086, 1981, 1276, 2033]
- booth-row: [1017, 1938, 1326, 1976]
- organiser-entry: அமைப்பாளர் : சிபாலசுப்பிரமணியன், 6/353/1, அருணகிரி புரம், நயினாரகரம் இடைகால், கடையநல்லூர், தென்காசி.: [373, 762, 648, 814]
- deputy-organisers-entry: துணை அமைப்பாளர்கள் : (1) சிமாரியப்பன், 101/8/64-ஏ, கபலா பிரேம் தெரு, நயினாரகரம், கடையநல்லூர், தென்காசி. (2) மு.அய்யாத்துரை, 6/508, வானொலி நிலையத் தெரு, அருணகிரி, கடையநல்லூர், தென்காசி. (3) மு.மணிகண்டன், 8/48, அம்மன் கோவில் தெரு, நயினாரகரம், கடையநல்லூர், தென்காசி.: [373, 823, 648, 951]
- panchayat-heading: இடைகால் ஊராட்சி: [454, 2364, 594, 2386]
- deputy-organisers-entry: துணை அமைப்பாளர்கள் : (1) க.கருணாகரன், 4/110/1, அருந்ததியர் தெரு, நயினாரகரம், கடையநல்லூர், தென்காசி. (2) கு.காளிதாஸ், 4/125, அருந்ததியர் தெரு, நயினாரகரம், கடையநல்லூர், தென்காசி. (3) மா.மாரிராஜ், 4/41, காளியம்மன் கோயில் தெரு, நயினாரகரம், கடையநல்லூர், தென்காசி.: [373, 595, 666, 723]
- booth-row: [373, 2160, 675, 2216]
- branch-heading: சமத்துவபுரம் கிளை: [1100, 906, 1243, 924]
- organiser-entry: அமைப்பாளர் : பா.விஜேசுக்குமார், 6/18, முப்பிடாதி அம்மன் கோவில் தெரு, ஊர்மேலழகியான், கடையநல்லூர், தென்காசி.: [1017, 1315, 1319, 1367]
- branch-heading: சமத்துவபுரம் கிளை: [453, 1589, 595, 1608]
- branch-heading: வள்ளியம்மாள்புரம் கிளை: [428, 961, 620, 980]
- deputy-organisers-entry: துணை அமைப்பாளர்கள் : (1) ச.மாரிச்செல்வம், 7/143, ஆனைமலையான் கோவில் தெரு, கள்ளம்புளி, கடையநல்லூர், தென்காசி. (2) ரா.மணிகண்டராஜ், 7/60, பிள்ளையார் கோவில் தெரு, கள்ளம்புளி, பொய்கை, கடையநல்லூர், தென்காசி.: [693, 1852, 1001, 1941]
